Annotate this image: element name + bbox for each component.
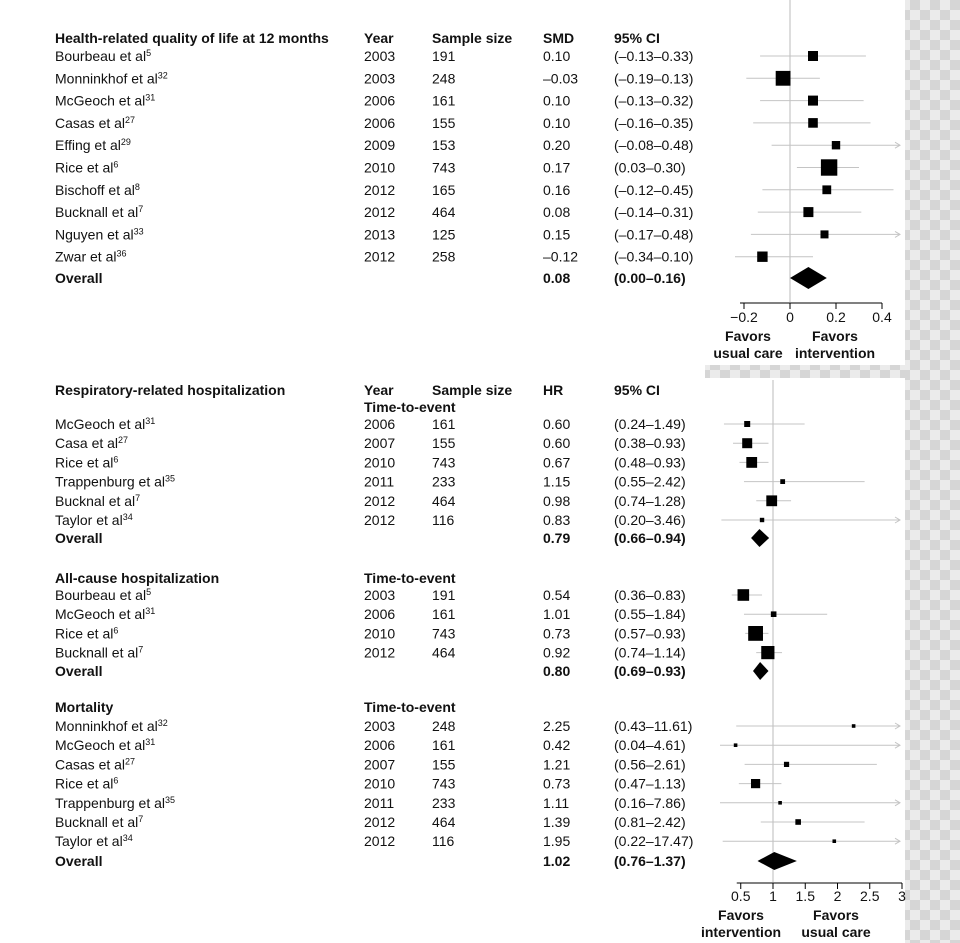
study-sample-size: 165 (432, 181, 456, 198)
panel-title: All-cause hospitalization (55, 570, 220, 586)
study-sample-size: 464 (432, 492, 456, 509)
point-estimate-square (852, 724, 856, 728)
study-sample-size: 464 (432, 204, 456, 221)
study-ci: (–0.17–0.48) (614, 226, 694, 243)
study-ci: (–0.12–0.45) (614, 181, 694, 198)
study-year: 2012 (364, 512, 396, 528)
study-label: Bucknall et $al^7$ (55, 644, 144, 661)
study-year: 2007 (364, 435, 396, 452)
panel-title: Respiratory-related hospitalization (55, 382, 286, 398)
study-estimate: 0.16 (543, 181, 571, 198)
study-year: 2007 (364, 756, 396, 773)
study-ci: (0.56–2.61) (614, 756, 686, 773)
study-ci: (0.74–1.28) (614, 492, 686, 509)
x-axis-tick-label: 0.4 (872, 309, 892, 325)
study-estimate: –0.12 (543, 248, 579, 265)
x-axis-tick-label: 0.2 (826, 309, 846, 325)
study-year: 2010 (364, 775, 396, 792)
study-ci: (0.16–7.86) (614, 794, 686, 811)
x-axis-tick-label: −0.2 (730, 309, 758, 325)
subheader-time-to-event: Time-to-event (364, 699, 456, 715)
study-ci: (0.38–0.93) (614, 435, 686, 452)
study-sample-size: 464 (432, 814, 456, 830)
study-ci: (0.57–0.93) (614, 625, 686, 642)
study-estimate: 0.98 (543, 492, 571, 509)
study-sample-size: 191 (432, 48, 456, 64)
study-sample-size: 464 (432, 644, 456, 661)
study-year: 2009 (364, 137, 396, 154)
overall-label: Overall (55, 663, 103, 679)
study-ci: (0.55–1.84) (614, 606, 686, 623)
study-year: 2012 (364, 833, 396, 850)
study-year: 2003 (364, 718, 396, 734)
study-ci: (0.47–1.13) (614, 775, 686, 792)
column-header-year: Year (364, 382, 394, 398)
x-axis-tick-label: 2.5 (860, 888, 880, 904)
study-estimate: 0.20 (543, 137, 571, 154)
study-sample-size: 153 (432, 137, 456, 154)
favors-right-label: usual care (801, 924, 871, 940)
point-estimate-square (761, 646, 774, 659)
study-label: Trappenburg et $al^{35}$ (55, 473, 176, 490)
study-ci: (0.55–2.42) (614, 473, 686, 490)
study-estimate: 0.73 (543, 775, 571, 792)
point-estimate-square (780, 479, 785, 484)
study-year: 2012 (364, 814, 396, 830)
favors-left-label: Favors (725, 328, 771, 344)
point-estimate-square (778, 801, 782, 805)
x-axis-tick-label: 0.5 (731, 888, 751, 904)
point-estimate-square (771, 611, 777, 617)
study-sample-size: 155 (432, 435, 456, 452)
overall-estimate: 1.02 (543, 853, 571, 869)
overall-estimate: 0.79 (543, 530, 571, 546)
study-estimate: 0.60 (543, 416, 571, 432)
study-ci: (0.36–0.83) (614, 587, 686, 603)
study-sample-size: 191 (432, 587, 456, 603)
study-label: Rice et $al^6$ (55, 454, 119, 471)
study-estimate: 0.15 (543, 226, 571, 243)
study-label: Trappenburg et $al^{35}$ (55, 794, 176, 811)
study-label: Rice et $al^6$ (55, 159, 119, 176)
study-label: Monninkhof et $al^{32}$ (55, 70, 168, 87)
study-estimate: 0.67 (543, 454, 571, 471)
overall-label: Overall (55, 270, 103, 286)
study-estimate: 0.83 (543, 512, 571, 528)
favors-left-label: intervention (700, 924, 782, 940)
study-label: Bucknall et $al^7$ (55, 814, 144, 830)
study-label: McGeoch et $al^{31}$ (55, 606, 156, 623)
study-ci: (–0.14–0.31) (614, 204, 694, 221)
study-label: Casas et $al^{27}$ (55, 114, 136, 131)
study-sample-size: 161 (432, 416, 456, 432)
study-estimate: 0.10 (543, 48, 571, 64)
study-label: Bucknal et $al^7$ (55, 492, 141, 509)
subheader-time-to-event: Time-to-event (364, 399, 456, 415)
study-sample-size: 258 (432, 248, 456, 265)
x-axis-tick-label: 1 (769, 888, 777, 904)
point-estimate-square (760, 518, 764, 522)
study-year: 2012 (364, 181, 396, 198)
study-label: McGeoch et $al^{31}$ (55, 737, 156, 754)
study-estimate: 1.11 (543, 794, 570, 811)
study-sample-size: 125 (432, 226, 456, 243)
study-label: Bischoff et $al^8$ (55, 181, 140, 198)
study-year: 2006 (364, 114, 396, 131)
study-label: Taylor et $al^{34}$ (55, 833, 133, 850)
study-sample-size: 743 (432, 775, 456, 792)
study-sample-size: 743 (432, 454, 456, 471)
point-estimate-square (766, 495, 777, 506)
study-sample-size: 743 (432, 159, 456, 176)
point-estimate-square (776, 71, 791, 86)
study-ci: (–0.13–0.32) (614, 92, 694, 109)
study-label: McGeoch et $al^{31}$ (55, 92, 156, 109)
subheader-time-to-event: Time-to-event (364, 570, 456, 586)
point-estimate-square (744, 421, 750, 427)
study-label: McGeoch et $al^{31}$ (55, 416, 156, 432)
study-label: Bucknall et $al^7$ (55, 204, 144, 221)
study-year: 2012 (364, 248, 396, 265)
point-estimate-square (808, 51, 818, 61)
favors-right-label: Favors (813, 907, 859, 923)
plot-background-bottom (705, 378, 905, 943)
point-estimate-square (738, 589, 750, 601)
study-estimate: 1.21 (543, 756, 571, 773)
study-sample-size: 248 (432, 718, 456, 734)
point-estimate-square (748, 626, 763, 641)
study-year: 2003 (364, 587, 396, 603)
study-estimate: –0.03 (543, 70, 579, 87)
study-sample-size: 233 (432, 794, 456, 811)
overall-estimate: 0.08 (543, 270, 571, 286)
study-estimate: 0.10 (543, 114, 571, 131)
study-label: Bourbeau et $al^5$ (55, 48, 152, 64)
overall-ci: (0.69–0.93) (614, 663, 686, 679)
column-header-ci: 95% CI (614, 30, 660, 46)
favors-left-label: Favors (718, 907, 764, 923)
point-estimate-square (821, 159, 837, 175)
panel-title: Mortality (55, 699, 114, 715)
study-estimate: 1.95 (543, 833, 571, 850)
study-label: Rice et $al^6$ (55, 775, 119, 792)
x-axis-tick-label: 1.5 (795, 888, 815, 904)
favors-left-label: usual care (713, 345, 783, 361)
study-sample-size: 161 (432, 92, 456, 109)
study-estimate: 0.10 (543, 92, 571, 109)
study-estimate: 0.73 (543, 625, 571, 642)
point-estimate-square (742, 438, 752, 448)
study-ci: (0.03–0.30) (614, 159, 686, 176)
overall-estimate: 0.80 (543, 663, 571, 679)
study-estimate: 1.15 (543, 473, 571, 490)
study-sample-size: 248 (432, 70, 456, 87)
study-estimate: 0.17 (543, 159, 571, 176)
study-estimate: 0.08 (543, 204, 571, 221)
study-label: Effing et $al^{29}$ (55, 137, 131, 154)
study-label: Zwar et $al^{36}$ (55, 248, 127, 265)
study-year: 2010 (364, 625, 396, 642)
study-label: Nguyen et $al^{33}$ (55, 226, 144, 243)
point-estimate-square (808, 118, 818, 128)
study-year: 2010 (364, 159, 396, 176)
study-ci: (–0.34–0.10) (614, 248, 694, 265)
point-estimate-square (751, 779, 760, 788)
study-label: Casas et $al^{27}$ (55, 756, 136, 773)
study-year: 2010 (364, 454, 396, 471)
study-ci: (0.24–1.49) (614, 416, 686, 432)
study-estimate: 2.25 (543, 718, 571, 734)
overall-label: Overall (55, 530, 103, 546)
study-ci: (0.22–17.47) (614, 833, 694, 850)
study-year: 2011 (364, 473, 395, 490)
study-estimate: 0.60 (543, 435, 571, 452)
study-estimate: 1.39 (543, 814, 571, 830)
study-year: 2012 (364, 644, 396, 661)
panel-title: Health-related quality of life at 12 months (55, 30, 329, 46)
study-year: 2006 (364, 737, 396, 754)
column-header-year: Year (364, 30, 394, 46)
study-ci: (–0.08–0.48) (614, 137, 694, 154)
study-sample-size: 743 (432, 625, 456, 642)
point-estimate-square (822, 185, 831, 194)
study-sample-size: 116 (432, 833, 455, 850)
study-year: 2006 (364, 416, 396, 432)
study-label: Monninkhof et $al^{32}$ (55, 718, 168, 734)
study-ci: (–0.13–0.33) (614, 48, 694, 64)
overall-ci: (0.76–1.37) (614, 853, 686, 869)
study-year: 2012 (364, 204, 396, 221)
study-year: 2003 (364, 70, 396, 87)
study-label: Bourbeau et $al^5$ (55, 587, 152, 603)
study-ci: (0.20–3.46) (614, 512, 686, 528)
study-ci: (–0.16–0.35) (614, 114, 694, 131)
overall-ci: (0.66–0.94) (614, 530, 686, 546)
point-estimate-square (832, 839, 836, 843)
study-year: 2013 (364, 226, 396, 243)
study-estimate: 0.54 (543, 587, 571, 603)
column-header-sample-size: Sample size (432, 382, 513, 398)
study-sample-size: 155 (432, 756, 456, 773)
study-year: 2003 (364, 48, 396, 64)
study-year: 2011 (364, 794, 395, 811)
study-ci: (0.48–0.93) (614, 454, 686, 471)
study-sample-size: 155 (432, 114, 456, 131)
point-estimate-square (784, 762, 789, 767)
study-label: Rice et $al^6$ (55, 625, 119, 642)
point-estimate-square (803, 207, 813, 217)
column-header-sample-size: Sample size (432, 30, 513, 46)
study-estimate: 0.92 (543, 644, 571, 661)
column-header-ci: 95% CI (614, 382, 660, 398)
column-header-estimate: HR (543, 382, 564, 398)
overall-label: Overall (55, 853, 103, 869)
x-axis-tick-label: 3 (898, 888, 906, 904)
study-ci: (–0.19–0.13) (614, 70, 694, 87)
point-estimate-square (746, 457, 757, 468)
point-estimate-square (808, 96, 818, 106)
study-label: Taylor et $al^{34}$ (55, 512, 133, 528)
study-estimate: 1.01 (543, 606, 571, 623)
overall-ci: (0.00–0.16) (614, 270, 686, 286)
point-estimate-square (757, 252, 767, 262)
study-ci: (0.81–2.42) (614, 814, 686, 830)
study-label: Casa et $al^{27}$ (55, 435, 129, 452)
study-year: 2006 (364, 92, 396, 109)
point-estimate-square (795, 819, 801, 825)
point-estimate-square (832, 141, 840, 149)
study-ci: (0.04–4.61) (614, 737, 686, 754)
study-ci: (0.74–1.14) (614, 644, 686, 661)
column-header-estimate: SMD (543, 30, 575, 46)
x-axis-tick-label: 2 (833, 888, 842, 904)
point-estimate-square (821, 230, 829, 238)
study-sample-size: 161 (432, 737, 456, 754)
study-sample-size: 233 (432, 473, 456, 490)
study-ci: (0.43–11.61) (614, 718, 693, 734)
study-sample-size: 161 (432, 606, 456, 623)
study-estimate: 0.42 (543, 737, 571, 754)
study-year: 2012 (364, 492, 396, 509)
favors-right-label: intervention (794, 345, 876, 361)
x-axis-tick-label: 0 (786, 309, 794, 325)
study-sample-size: 116 (432, 512, 455, 528)
point-estimate-square (734, 743, 738, 747)
favors-right-label: Favors (812, 328, 858, 344)
study-year: 2006 (364, 606, 396, 623)
